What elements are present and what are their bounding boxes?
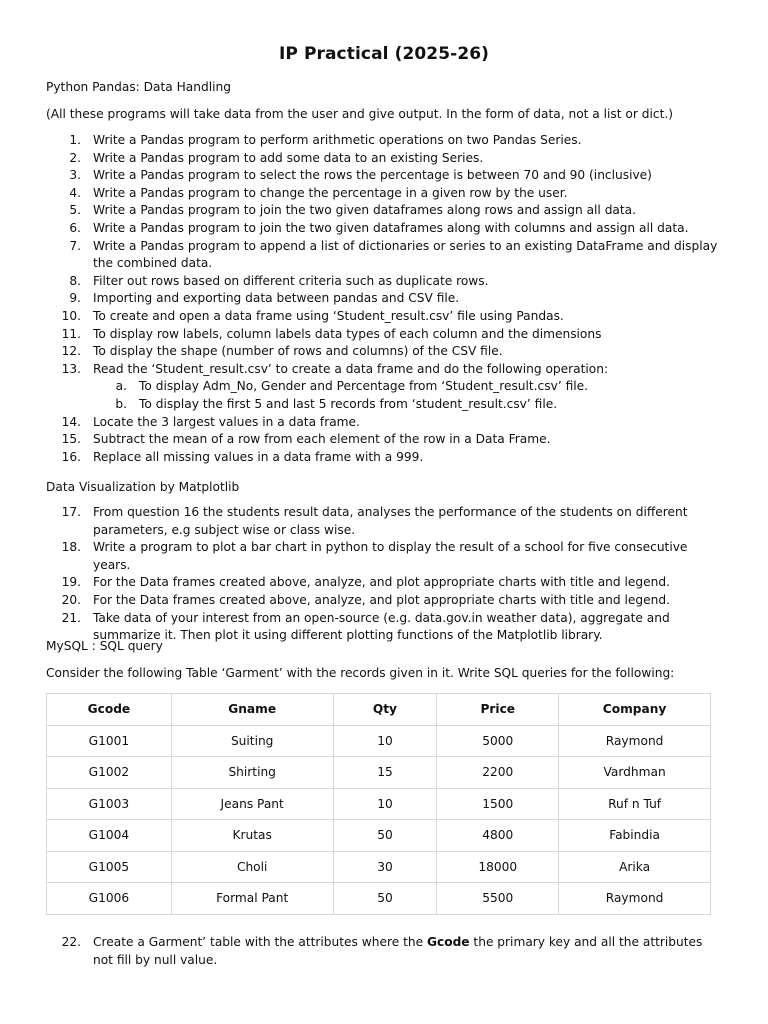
question-number: 20.	[61, 592, 81, 607]
question-item	[46, 539, 726, 574]
sub-question-item	[93, 378, 726, 396]
question-text: Write a Pandas program to perform arithmetic operations on two Pandas Series.	[93, 133, 582, 147]
cell-gname: Krutas	[171, 820, 333, 852]
question-text-bold: Gcode	[426, 935, 470, 949]
question-text: From question 16 the students result data, analyses the performance of the students on different parameters, e.g subject wise or class wise.	[93, 505, 688, 537]
question-text: To display the shape (number of rows and columns) of the CSV file.	[93, 344, 503, 359]
question-text: Take data of your interest from an open-source (e.g. data.gov.in weather data), aggregate and summarize it. Then plot it using different plotting functions of the Matplotlib library.	[93, 610, 670, 643]
visualization-question-list	[46, 504, 726, 645]
question-item	[46, 343, 726, 361]
question-number: 12.	[61, 344, 81, 359]
cell-price: 1500	[437, 788, 559, 820]
question-item	[46, 574, 726, 592]
header-company: Company	[559, 694, 711, 726]
question-item	[46, 290, 726, 308]
question-text: Importing and exporting data between pandas and CSV file.	[93, 291, 460, 306]
question-number: 9.	[69, 291, 81, 306]
cell-qty: 50	[333, 820, 437, 852]
instructions-note: (All these programs will take data from the user and give output. In the form of data, not a list or dict.)	[46, 107, 674, 121]
cell-price: 2200	[437, 757, 559, 789]
garment-table-header-row	[47, 694, 711, 726]
cell-gname: Suiting	[171, 725, 333, 757]
cell-company: Raymond	[559, 725, 711, 757]
question-text: To display row labels, column labels data types of each column and the dimensions	[93, 326, 602, 341]
question-item	[46, 431, 726, 449]
sub-question-item	[93, 396, 726, 414]
question-number: 4.	[69, 185, 81, 200]
question-number: 21.	[61, 610, 81, 625]
table-row	[47, 883, 711, 915]
question-number: 14.	[61, 414, 81, 429]
question-item	[46, 308, 726, 326]
cell-qty: 10	[333, 725, 437, 757]
question-item	[46, 326, 726, 344]
cell-gcode: G1005	[47, 851, 172, 883]
cell-gcode: G1003	[47, 788, 172, 820]
cell-price: 4800	[437, 820, 559, 852]
header-price: Price	[437, 694, 559, 726]
question-text: Write a Pandas program to select the rows the percentage is between 70 and 90 (inclusive)	[93, 168, 652, 183]
question-text: For the Data frames created above, analyze, and plot appropriate charts with title and legend.	[93, 575, 670, 590]
question-item	[46, 504, 726, 539]
question-item	[46, 934, 726, 969]
table-row	[47, 788, 711, 820]
cell-qty: 10	[333, 788, 437, 820]
cell-price: 5000	[437, 725, 559, 757]
question-item	[46, 592, 726, 610]
garment-table-body	[47, 725, 711, 914]
question-item	[46, 132, 726, 150]
question-number: 18.	[61, 540, 81, 555]
question-number: 11.	[61, 326, 81, 341]
question-item	[46, 414, 726, 432]
question-text: For the Data frames created above, analyze, and plot appropriate charts with title and legend.	[93, 592, 670, 607]
sql-section-heading: MySQL : SQL query	[46, 639, 163, 653]
question-number: 5.	[69, 203, 81, 218]
question-text: Write a Pandas program to add some data to an existing Series.	[93, 150, 484, 165]
question-number: 3.	[69, 168, 81, 183]
cell-company: Vardhman	[559, 757, 711, 789]
pandas-section-heading: Python Pandas: Data Handling	[46, 80, 231, 94]
question-text: Filter out rows based on different criteria such as duplicate rows.	[93, 273, 489, 288]
cell-price: 18000	[437, 851, 559, 883]
question-number: 7.	[69, 238, 81, 253]
cell-gname: Shirting	[171, 757, 333, 789]
header-qty: Qty	[333, 694, 437, 726]
question-number: 22.	[61, 935, 81, 949]
question-number: 15.	[61, 432, 81, 447]
cell-qty: 15	[333, 757, 437, 789]
question-text: Write a Pandas program to join the two given dataframes along rows and assign all data.	[93, 203, 637, 218]
pandas-question-list	[46, 132, 726, 466]
question-number: 2.	[69, 150, 81, 165]
question-text: Write a Pandas program to append a list of dictionaries or series to an existing DataFrame and display the combined data.	[93, 238, 718, 271]
question-text: Write a Pandas program to join the two given dataframes along with columns and assign all data.	[93, 220, 689, 235]
table-row	[47, 757, 711, 789]
question-number: 8.	[69, 273, 81, 288]
question-text: Locate the 3 largest values in a data frame.	[93, 414, 360, 429]
cell-gcode: G1006	[47, 883, 172, 915]
question-item	[46, 202, 726, 220]
question-text-end: the primary key and all the attributes not fill by null value.	[93, 935, 703, 967]
table-row	[47, 820, 711, 852]
sub-question-text: To display Adm_No, Gender and Percentage from ‘Student_result.csv’ file.	[139, 379, 588, 394]
cell-price: 5500	[437, 883, 559, 915]
question-item	[46, 449, 726, 467]
question-item	[46, 185, 726, 203]
cell-company: Arika	[559, 851, 711, 883]
cell-gcode: G1004	[47, 820, 172, 852]
question-number: 10.	[61, 308, 81, 323]
question-text: To create and open a data frame using ‘Student_result.csv’ file using Pandas.	[93, 308, 564, 323]
cell-company: Ruf n Tuf	[559, 788, 711, 820]
question-item	[46, 238, 726, 273]
sql-question-list	[46, 934, 726, 969]
header-gname: Gname	[171, 694, 333, 726]
question-item	[46, 220, 726, 238]
question-number: 17.	[61, 505, 81, 519]
table-row	[47, 725, 711, 757]
cell-gname: Formal Pant	[171, 883, 333, 915]
question-number: 19.	[61, 575, 81, 590]
question-text-start: Create a Garment’ table with the attributes where the	[93, 935, 427, 949]
question-item	[46, 273, 726, 291]
sub-question-text: To display the first 5 and last 5 records from ‘student_result.csv’ file.	[139, 396, 558, 411]
question-item	[46, 361, 726, 414]
question-item	[46, 150, 726, 168]
sub-question-letter: b.	[115, 396, 127, 411]
header-gcode: Gcode	[47, 694, 172, 726]
table-row	[47, 851, 711, 883]
cell-qty: 50	[333, 883, 437, 915]
question-text: Replace all missing values in a data frame with a 999.	[93, 449, 424, 464]
question-number: 16.	[61, 449, 81, 464]
page-title: IP Practical (2025-26)	[278, 44, 490, 64]
question-13-sub-list	[93, 378, 726, 413]
cell-gname: Choli	[171, 851, 333, 883]
cell-company: Fabindia	[559, 820, 711, 852]
sub-question-letter: a.	[115, 379, 127, 394]
question-text: Subtract the mean of a row from each element of the row in a Data Frame.	[93, 432, 551, 447]
question-number: 1.	[69, 133, 81, 147]
cell-gcode: G1002	[47, 757, 172, 789]
cell-company: Raymond	[559, 883, 711, 915]
question-text: Write a program to plot a bar chart in python to display the result of a school for five consecutive years.	[93, 540, 688, 572]
visualization-section-heading: Data Visualization by Matplotlib	[46, 480, 240, 494]
question-number: 6.	[69, 220, 81, 235]
question-text: Read the ‘Student_result.csv’ to create a data frame and do the following operation:	[93, 361, 609, 376]
question-number: 13.	[61, 361, 81, 376]
cell-qty: 30	[333, 851, 437, 883]
sql-intro: Consider the following Table ‘Garment’ with the records given in it. Write SQL queries for the following:	[46, 666, 675, 680]
cell-gcode: G1001	[47, 725, 172, 757]
question-item	[46, 167, 726, 185]
garment-table	[46, 693, 711, 915]
cell-gname: Jeans Pant	[171, 788, 333, 820]
question-text: Write a Pandas program to change the percentage in a given row by the user.	[93, 185, 568, 200]
